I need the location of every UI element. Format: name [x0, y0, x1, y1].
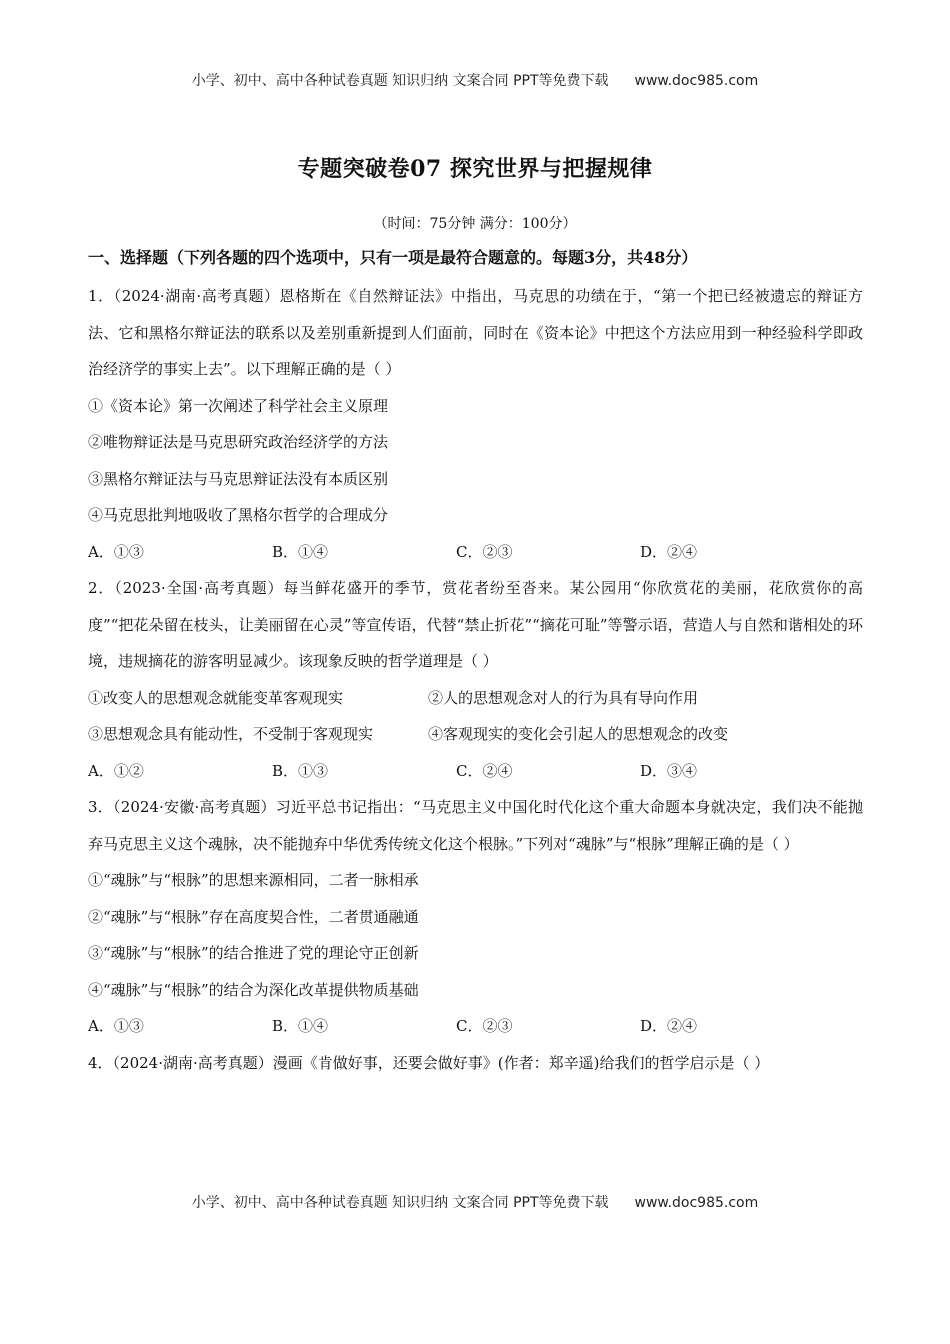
option-b[interactable]: B．①④ — [272, 1017, 329, 1035]
option-c[interactable]: C．②③ — [456, 1017, 513, 1035]
option-d[interactable]: D．②④ — [640, 542, 698, 561]
statement: ②唯物辩证法是马克思研究政治经济学的方法 — [88, 433, 389, 451]
question-2 — [88, 570, 863, 789]
answer-options — [88, 534, 863, 571]
option-a[interactable]: A．①③ — [88, 542, 144, 561]
question-text: 3．（2024·安徽·高考真题）习近平总书记指出：“马克思主义中国化时代化这个重大命题本身就决定，我们决不能抛弃马克思主义这个魂脉，决不能抛弃中华优秀传统文化这个根脉。”下列对“魂脉”与“根脉”理解正确的是（ ） — [88, 798, 863, 853]
statement: ②“魂脉”与“根脉”存在高度契合性，二者贯通融通 — [88, 907, 419, 926]
option-a[interactable]: A．①② — [88, 761, 144, 780]
page-title: 专题突破卷07 探究世界与把握规律 — [297, 156, 653, 182]
statement-row — [88, 680, 863, 717]
question-4 — [88, 1045, 863, 1082]
answer-options — [88, 753, 863, 790]
question-1 — [88, 278, 863, 570]
option-d[interactable]: D．③④ — [640, 761, 698, 780]
page-footer — [0, 1192, 950, 1212]
statement: ②人的思想观念对人的行为具有导向作用 — [428, 688, 699, 707]
statement: ④“魂脉”与“根脉”的结合为深化改革提供物质基础 — [88, 980, 419, 999]
question-text: 4．（2024·湖南·高考真题）漫画《肯做好事，还要会做好事》(作者：郑辛遥)给我们的哲学启示是（ ） — [88, 1053, 770, 1072]
option-a[interactable]: A．①③ — [88, 1017, 144, 1035]
option-c[interactable]: C．②④ — [456, 761, 513, 780]
option-c[interactable]: C．②③ — [456, 542, 513, 561]
header-text: 小学、初中、高中各种试卷真题 知识归纳 文案合同 PPT等免费下载 — [191, 73, 609, 89]
option-b[interactable]: B．①④ — [272, 542, 329, 561]
footer-url[interactable]: www.doc985.com — [634, 1195, 759, 1211]
exam-content — [88, 244, 863, 1081]
statement: ①改变人的思想观念就能变革客观现实 — [88, 688, 344, 707]
statement: ③黑格尔辩证法与马克思辩证法没有本质区别 — [88, 469, 389, 488]
footer-text: 小学、初中、高中各种试卷真题 知识归纳 文案合同 PPT等免费下载 — [191, 1195, 609, 1211]
page-header — [0, 70, 950, 90]
statement: ③“魂脉”与“根脉”的结合推进了党的理论守正创新 — [88, 944, 419, 962]
question-3 — [88, 789, 863, 1045]
statement: ④马克思批判地吸收了黑格尔哲学的合理成分 — [88, 506, 389, 524]
statement: ①《资本论》第一次阐述了科学社会主义原理 — [88, 396, 389, 415]
statement: ③思想观念具有能动性，不受制于客观现实 — [88, 725, 374, 743]
question-text: 2．（2023·全国·高考真题）每当鲜花盛开的季节，赏花者纷至沓来。某公园用“你欣赏花的美丽，花欣赏你的高度”“把花朵留在枝头，让美丽留在心灵”等宣传语，代替“禁止折花”“摘花可耻”等警示语，营造人与自然和谐相处的环境，违规摘花的游客明显减少。该现象反映的哲学道理是（ ） — [88, 579, 863, 670]
option-b[interactable]: B．①③ — [272, 761, 329, 780]
statement-row — [88, 716, 863, 753]
statement: ①“魂脉”与“根脉”的思想来源相同，二者一脉相承 — [88, 871, 419, 889]
answer-options — [88, 1008, 863, 1045]
question-text: 1．（2024·湖南·高考真题）恩格斯在《自然辩证法》中指出，马克思的功绩在于，“第一个把已经被遗忘的辩证方法、它和黑格尔辩证法的联系以及差别重新提到人们面前，同时在《资本论》中把这个方法应用到一种经验科学即政治经济学的事实上去”。以下理解正确的是（ ） — [88, 287, 863, 378]
statement: ④客观现实的变化会引起人的思想观念的改变 — [428, 725, 729, 743]
exam-info: （时间：75分钟 满分：100分） — [373, 216, 577, 232]
header-url[interactable]: www.doc985.com — [634, 73, 759, 89]
option-d[interactable]: D．②④ — [640, 1017, 698, 1035]
section-heading: 一、选择题（下列各题的四个选项中，只有一项是最符合题意的。每题3分，共48分） — [88, 248, 698, 267]
